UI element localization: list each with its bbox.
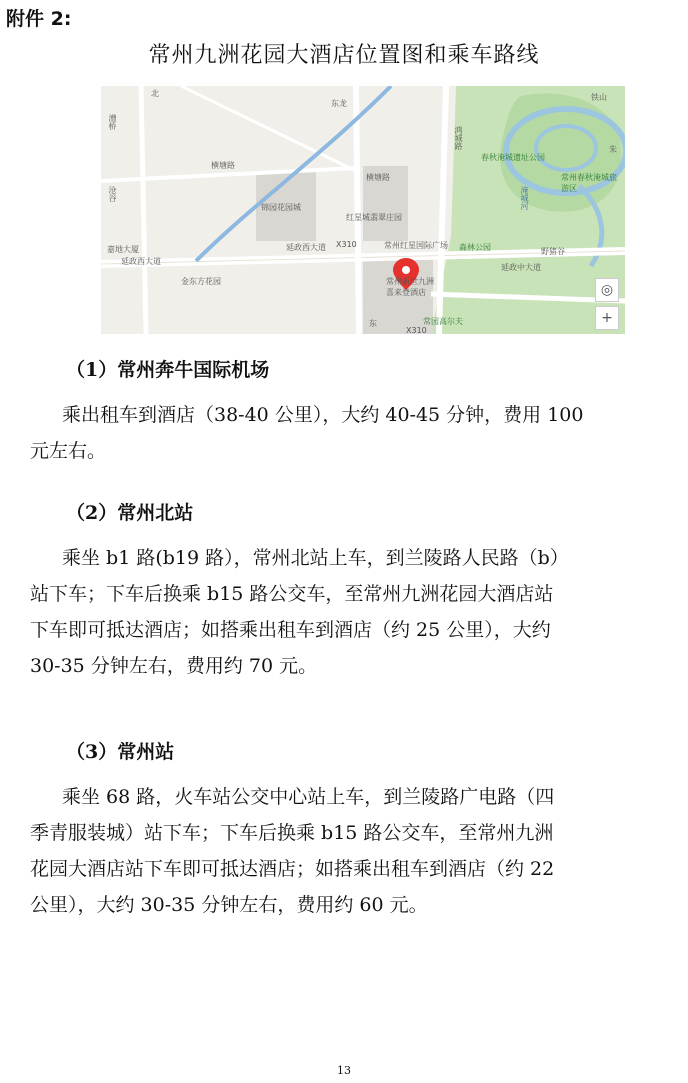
body-line: 花园大酒店站下车即可抵达酒店；如搭乘出租车到酒店（约 22	[30, 858, 555, 880]
map-label: 沧谷	[108, 186, 117, 202]
map-label: 铁山	[591, 93, 607, 102]
map-label: 北	[151, 89, 159, 98]
body-line: 季青服装城）站下车；下车后换乘 b15 路公交车，至常州九洲	[30, 822, 554, 844]
map-graphics	[101, 86, 625, 334]
map-label: 常园高尔夫	[423, 317, 463, 326]
map-label: 横塘路	[366, 173, 390, 182]
locate-button[interactable]: ◎	[595, 278, 619, 302]
body-line: 30-35 分钟左右，费用约 70 元。	[30, 655, 318, 677]
section-body-north-station	[30, 540, 670, 684]
map-label: 延政西大道	[286, 243, 326, 252]
map-label: 红星城翡翠庄园	[346, 213, 402, 222]
page-title: 常州九洲花园大酒店位置图和乘车路线	[148, 43, 540, 68]
map-label: 漕桥	[108, 114, 117, 130]
map-label: 常州春秋淹城旅游区	[561, 173, 617, 193]
body-line: 公里），大约 30-35 分钟左右，费用约 60 元。	[30, 894, 428, 916]
map-label: 延政中大道	[501, 263, 541, 272]
map-label: 锦园花园城	[261, 203, 301, 212]
body-line: 乘出租车到酒店（38-40 公里），大约 40-45 分钟，费用 100	[62, 404, 584, 426]
section-body-changzhou-station	[30, 779, 670, 923]
map-label-hotel: 常州新世九洲喜来登酒店	[386, 277, 434, 297]
map-label: 东龙	[331, 99, 347, 108]
section-heading-airport: （1）常州奔牛国际机场	[66, 359, 270, 381]
location-map[interactable]	[101, 86, 625, 334]
section-heading-north-station: （2）常州北站	[66, 502, 194, 524]
section-body-airport	[30, 397, 670, 469]
map-label: 嘉地大厦	[107, 245, 139, 254]
map-label: X310	[336, 240, 357, 249]
body-line: 元左右。	[30, 440, 107, 462]
map-label: 金东方花园	[181, 277, 221, 286]
zoom-in-button[interactable]: +	[595, 306, 619, 330]
body-line: 下车即可抵达酒店；如搭乘出租车到酒店（约 25 公里），大约	[30, 619, 551, 641]
map-label: 野猪谷	[541, 247, 565, 256]
map-label: 朱	[609, 145, 617, 154]
map-label: 鸿城路	[454, 126, 463, 150]
map-label: 东	[369, 319, 377, 328]
body-line: 乘坐 b1 路(b19 路），常州北站上车，到兰陵路人民路（b）	[62, 547, 569, 569]
map-label: X310	[406, 326, 427, 334]
map-label: 横塘路	[211, 161, 235, 170]
body-line: 乘坐 68 路，火车站公交中心站上车，到兰陵路广电路（四	[62, 786, 555, 808]
section-heading-changzhou-station: （3）常州站	[66, 741, 175, 763]
map-label: 春秋淹城遗址公园	[481, 153, 545, 162]
map-label: 延政西大道	[121, 257, 161, 266]
map-label: 常州红星国际广场	[384, 241, 448, 250]
page-number: 13	[337, 1064, 351, 1077]
body-line: 站下车；下车后换乘 b15 路公交车，至常州九洲花园大酒店站	[30, 583, 554, 605]
attachment-label: 附件 2:	[6, 8, 72, 30]
map-label: 淹城河	[520, 186, 529, 210]
map-label: 森林公园	[459, 243, 491, 252]
